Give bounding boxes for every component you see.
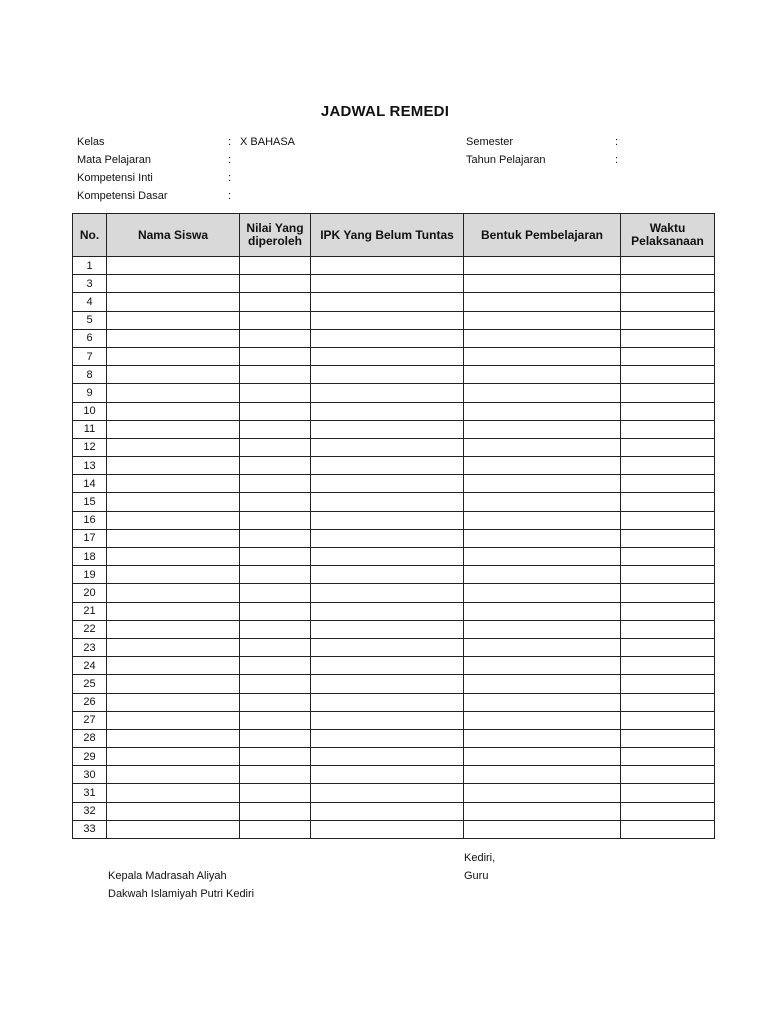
table-cell: [464, 311, 621, 329]
table-cell: [464, 748, 621, 766]
table-cell: [464, 566, 621, 584]
table-cell: [107, 638, 240, 656]
table-cell: [464, 347, 621, 365]
table-cell: [107, 729, 240, 747]
table-cell: [311, 511, 464, 529]
table-cell: [621, 347, 715, 365]
table-row: [73, 566, 715, 584]
table-cell: [107, 802, 240, 820]
table-cell: [621, 729, 715, 747]
row-number: 1: [73, 257, 107, 275]
row-number: 29: [73, 748, 107, 766]
table-cell: [311, 820, 464, 838]
table-cell: [464, 548, 621, 566]
table-cell: [621, 438, 715, 456]
table-cell: [311, 566, 464, 584]
row-number: 33: [73, 820, 107, 838]
table-cell: [240, 802, 311, 820]
row-number: 9: [73, 384, 107, 402]
table-cell: [464, 529, 621, 547]
row-number: 31: [73, 784, 107, 802]
table-row: [73, 675, 715, 693]
table-cell: [621, 820, 715, 838]
row-number: 24: [73, 657, 107, 675]
table-cell: [107, 384, 240, 402]
table-cell: [240, 384, 311, 402]
table-cell: [311, 402, 464, 420]
table-cell: [107, 766, 240, 784]
table-cell: [107, 402, 240, 420]
header-nama-siswa: Nama Siswa: [107, 214, 240, 257]
table-cell: [621, 493, 715, 511]
table-cell: [107, 820, 240, 838]
table-row: [73, 347, 715, 365]
row-number: 25: [73, 675, 107, 693]
document-title: JADWAL REMEDI: [320, 103, 450, 120]
info-colon: :: [228, 172, 232, 184]
info-row-kompetensi-inti: [77, 169, 457, 187]
table-cell: [621, 711, 715, 729]
row-number: 20: [73, 584, 107, 602]
table-row: [73, 257, 715, 275]
signature-right-line1: Kediri,: [464, 852, 496, 864]
table-cell: [311, 493, 464, 511]
table-cell: [621, 511, 715, 529]
row-number: 27: [73, 711, 107, 729]
table-cell: [621, 620, 715, 638]
signature-right: [464, 849, 495, 885]
table-cell: [311, 293, 464, 311]
table-cell: [621, 802, 715, 820]
table-cell: [621, 384, 715, 402]
row-number: 22: [73, 620, 107, 638]
table-cell: [464, 675, 621, 693]
table-row: [73, 293, 715, 311]
row-number: 10: [73, 402, 107, 420]
table-cell: [107, 566, 240, 584]
table-cell: [107, 347, 240, 365]
table-row: [73, 529, 715, 547]
table-cell: [311, 729, 464, 747]
table-cell: [240, 766, 311, 784]
header-no: No.: [73, 214, 107, 257]
table-cell: [311, 784, 464, 802]
table-row: [73, 748, 715, 766]
row-number: 32: [73, 802, 107, 820]
row-number: 28: [73, 729, 107, 747]
row-number: 15: [73, 493, 107, 511]
row-number: 12: [73, 438, 107, 456]
table-row: [73, 420, 715, 438]
table-cell: [464, 711, 621, 729]
table-cell: [240, 420, 311, 438]
table-row: [73, 511, 715, 529]
row-number: 16: [73, 511, 107, 529]
info-label: Tahun Pelajaran: [466, 154, 546, 166]
table-cell: [240, 748, 311, 766]
table-cell: [621, 638, 715, 656]
table-row: [73, 693, 715, 711]
table-cell: [240, 675, 311, 693]
info-colon: :: [228, 190, 232, 202]
signature-left-line2: Dakwah Islamiyah Putri Kediri: [108, 888, 255, 900]
signature-right-line2: Guru: [464, 870, 489, 882]
table-cell: [621, 748, 715, 766]
table-cell: [311, 766, 464, 784]
table-cell: [240, 784, 311, 802]
table-cell: [107, 475, 240, 493]
table-row: [73, 384, 715, 402]
table-cell: [464, 584, 621, 602]
info-right-block: [466, 133, 666, 169]
table-cell: [311, 329, 464, 347]
info-colon: :: [615, 136, 619, 148]
table-cell: [464, 457, 621, 475]
table-row: [73, 820, 715, 838]
table-cell: [621, 548, 715, 566]
table-row: [73, 457, 715, 475]
table-cell: [464, 475, 621, 493]
row-number: 17: [73, 529, 107, 547]
table-cell: [464, 766, 621, 784]
table-cell: [311, 366, 464, 384]
header-nilai: Nilai Yang diperoleh: [240, 214, 311, 257]
table-cell: [240, 347, 311, 365]
table-cell: [621, 675, 715, 693]
table-cell: [240, 566, 311, 584]
table-cell: [311, 384, 464, 402]
row-number: 26: [73, 693, 107, 711]
table-cell: [107, 366, 240, 384]
info-row-kelas: [77, 133, 457, 151]
row-number: 3: [73, 275, 107, 293]
table-cell: [621, 693, 715, 711]
table-cell: [621, 293, 715, 311]
row-number: 30: [73, 766, 107, 784]
table-cell: [464, 493, 621, 511]
table-row: [73, 329, 715, 347]
table-row: [73, 493, 715, 511]
table-cell: [311, 457, 464, 475]
table-cell: [240, 438, 311, 456]
row-number: 18: [73, 548, 107, 566]
table-cell: [621, 311, 715, 329]
table-cell: [240, 638, 311, 656]
table-cell: [240, 657, 311, 675]
table-cell: [107, 602, 240, 620]
table-row: [73, 802, 715, 820]
table-cell: [311, 657, 464, 675]
table-cell: [464, 820, 621, 838]
header-waktu-pelaksanaan: Waktu Pelaksanaan: [621, 214, 715, 257]
info-label: Semester: [466, 136, 514, 148]
table-cell: [240, 475, 311, 493]
table-cell: [464, 693, 621, 711]
table-row: [73, 438, 715, 456]
table-cell: [240, 366, 311, 384]
row-number: 19: [73, 566, 107, 584]
table-cell: [621, 329, 715, 347]
table-cell: [107, 711, 240, 729]
table-cell: [621, 657, 715, 675]
table-cell: [107, 311, 240, 329]
table-cell: [464, 384, 621, 402]
table-row: [73, 402, 715, 420]
table-cell: [311, 693, 464, 711]
table-row: [73, 366, 715, 384]
info-row-kompetensi-dasar: [77, 187, 457, 205]
table-row: [73, 784, 715, 802]
table-cell: [107, 548, 240, 566]
table-cell: [311, 529, 464, 547]
table-row: [73, 620, 715, 638]
table-cell: [464, 366, 621, 384]
table-row: [73, 311, 715, 329]
header-bentuk-pembelajaran: Bentuk Pembelajaran: [464, 214, 621, 257]
info-label: Kompetensi Inti: [77, 172, 153, 184]
table-cell: [240, 529, 311, 547]
table-cell: [107, 675, 240, 693]
info-row-semester: [466, 133, 666, 151]
table-cell: [107, 275, 240, 293]
table-cell: [464, 293, 621, 311]
table-cell: [621, 457, 715, 475]
table-cell: [621, 275, 715, 293]
info-colon: :: [228, 154, 232, 166]
table-row: [73, 584, 715, 602]
table-cell: [311, 347, 464, 365]
row-number: 4: [73, 293, 107, 311]
table-body: [73, 257, 715, 839]
info-left-block: [77, 133, 457, 205]
table-cell: [464, 620, 621, 638]
table-cell: [240, 620, 311, 638]
table-cell: [240, 493, 311, 511]
table-cell: [240, 402, 311, 420]
table-row: [73, 729, 715, 747]
table-cell: [240, 311, 311, 329]
table-cell: [240, 257, 311, 275]
table-cell: [240, 711, 311, 729]
table-cell: [240, 511, 311, 529]
row-number: 7: [73, 347, 107, 365]
table-cell: [107, 584, 240, 602]
table-header-row: [73, 214, 715, 257]
table-cell: [621, 366, 715, 384]
table-cell: [311, 275, 464, 293]
info-colon: :: [615, 154, 619, 166]
table-cell: [240, 275, 311, 293]
table-cell: [240, 293, 311, 311]
table-cell: [107, 693, 240, 711]
info-value: X BAHASA: [240, 136, 296, 148]
table-cell: [107, 457, 240, 475]
table-cell: [464, 784, 621, 802]
table-cell: [464, 438, 621, 456]
table-row: [73, 275, 715, 293]
table-cell: [464, 275, 621, 293]
table-cell: [107, 620, 240, 638]
table-cell: [311, 802, 464, 820]
table-cell: [107, 748, 240, 766]
table-cell: [464, 257, 621, 275]
table-cell: [107, 420, 240, 438]
table-cell: [621, 257, 715, 275]
table-row: [73, 602, 715, 620]
table-cell: [240, 820, 311, 838]
table-cell: [311, 548, 464, 566]
table-cell: [311, 602, 464, 620]
row-number: 11: [73, 420, 107, 438]
table-cell: [464, 802, 621, 820]
table-cell: [107, 257, 240, 275]
header-ipk: IPK Yang Belum Tuntas: [311, 214, 464, 257]
info-label: Kompetensi Dasar: [77, 190, 168, 202]
table-cell: [464, 638, 621, 656]
table-row: [73, 657, 715, 675]
table-cell: [311, 711, 464, 729]
info-row-mata-pelajaran: [77, 151, 457, 169]
table-cell: [464, 602, 621, 620]
table-cell: [240, 602, 311, 620]
table-cell: [107, 529, 240, 547]
table-cell: [621, 475, 715, 493]
table-cell: [107, 438, 240, 456]
table-cell: [240, 548, 311, 566]
table-cell: [464, 402, 621, 420]
table-cell: [621, 584, 715, 602]
table-cell: [311, 620, 464, 638]
table-row: [73, 638, 715, 656]
table-cell: [621, 402, 715, 420]
signature-left: [108, 867, 254, 903]
remedial-schedule-table: [72, 213, 715, 839]
table-cell: [621, 766, 715, 784]
signature-left-line1: Kepala Madrasah Aliyah: [108, 870, 227, 882]
table-cell: [464, 511, 621, 529]
info-label: Mata Pelajaran: [77, 154, 151, 166]
table-cell: [107, 329, 240, 347]
table-cell: [464, 729, 621, 747]
table-cell: [311, 420, 464, 438]
info-row-tahun-pelajaran: [466, 151, 666, 169]
table-cell: [240, 329, 311, 347]
table-cell: [240, 693, 311, 711]
row-number: 8: [73, 366, 107, 384]
table-cell: [621, 566, 715, 584]
table-cell: [311, 475, 464, 493]
table-cell: [107, 511, 240, 529]
table-row: [73, 711, 715, 729]
table-cell: [107, 293, 240, 311]
table-row: [73, 475, 715, 493]
table-cell: [311, 584, 464, 602]
table-cell: [621, 602, 715, 620]
table-cell: [240, 729, 311, 747]
table-cell: [311, 638, 464, 656]
row-number: 6: [73, 329, 107, 347]
info-label: Kelas: [77, 136, 105, 148]
row-number: 5: [73, 311, 107, 329]
table-cell: [311, 748, 464, 766]
table-cell: [311, 257, 464, 275]
table-cell: [240, 584, 311, 602]
table-cell: [621, 529, 715, 547]
row-number: 13: [73, 457, 107, 475]
table-cell: [107, 493, 240, 511]
table-cell: [311, 438, 464, 456]
table-cell: [311, 675, 464, 693]
table-cell: [107, 657, 240, 675]
row-number: 21: [73, 602, 107, 620]
table-cell: [240, 457, 311, 475]
table-cell: [107, 784, 240, 802]
row-number: 23: [73, 638, 107, 656]
table-cell: [621, 784, 715, 802]
table-row: [73, 548, 715, 566]
table-row: [73, 766, 715, 784]
table-cell: [621, 420, 715, 438]
info-colon: :: [228, 136, 232, 148]
table-cell: [464, 657, 621, 675]
row-number: 14: [73, 475, 107, 493]
table-cell: [464, 329, 621, 347]
table-cell: [464, 420, 621, 438]
table-cell: [311, 311, 464, 329]
